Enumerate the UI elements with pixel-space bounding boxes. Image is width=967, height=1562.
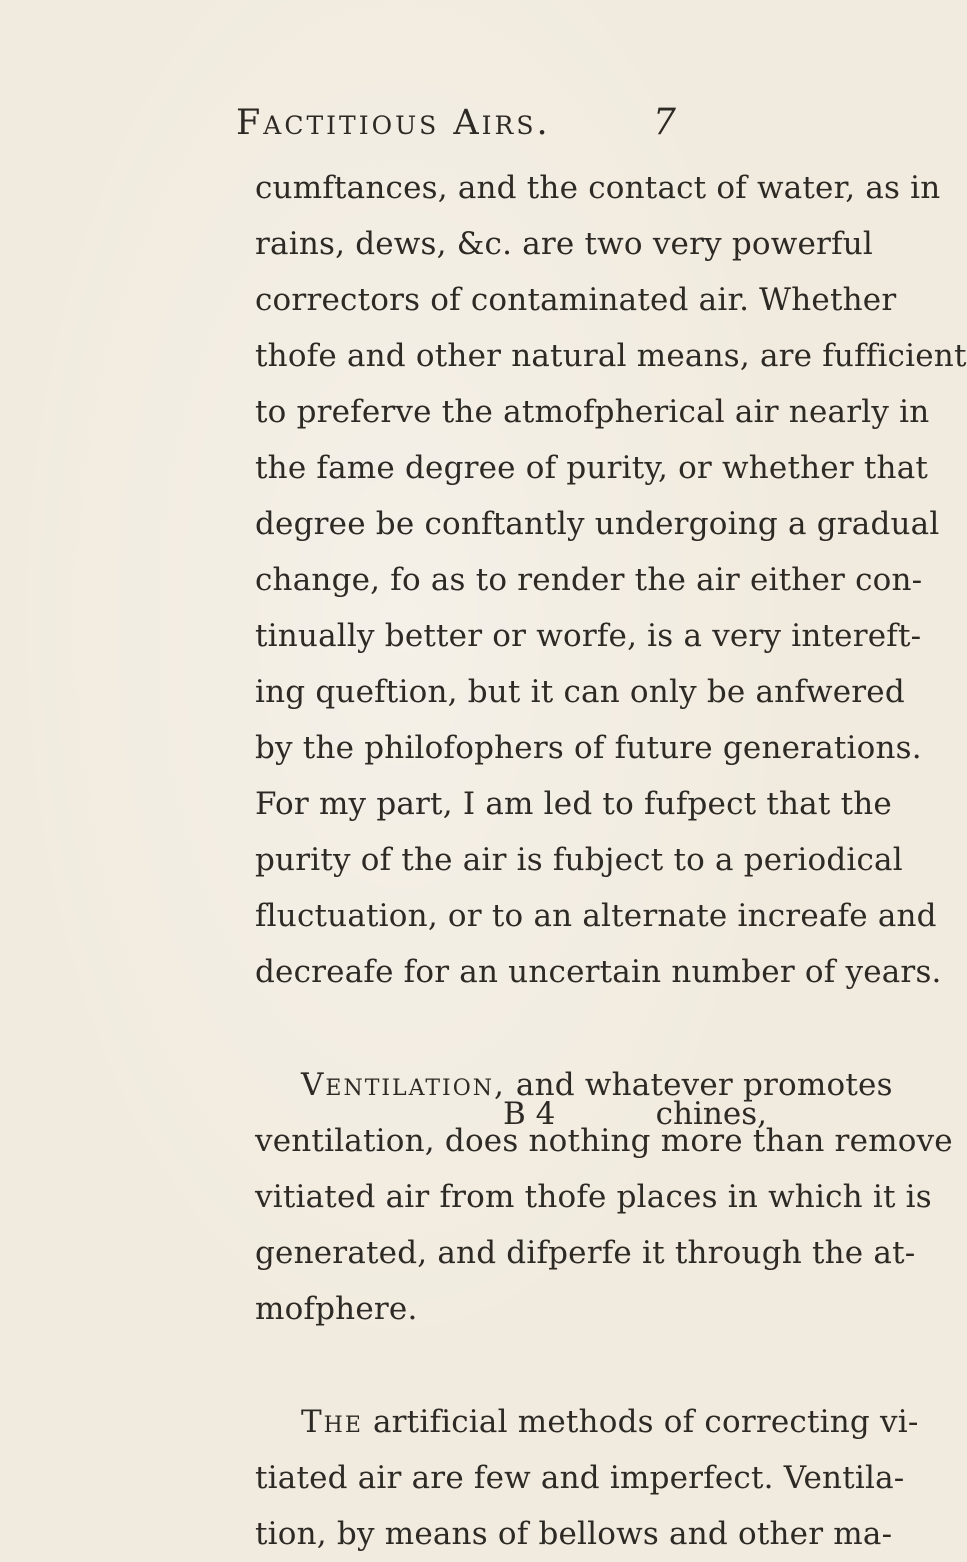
- paragraph-lead: The: [301, 1404, 363, 1440]
- text-line: [255, 1394, 919, 1450]
- paragraph-gap: [255, 1000, 767, 1057]
- text-line: fluctuation, or to an alternate increafe and: [255, 898, 937, 934]
- running-title: Factitious Airs.: [236, 103, 551, 143]
- page-number: 7: [653, 102, 676, 143]
- text-line: tinually better or worfe, is a very intereft-: [255, 618, 922, 654]
- text-line: rains, dews, &c. are two very powerful: [255, 226, 874, 262]
- text-line: to preferve the atmofpherical air nearly in: [255, 394, 930, 430]
- text-line: generated, and difperfe it through the at-: [255, 1235, 916, 1271]
- page-header: [0, 98, 800, 148]
- text-line: ventilation, does nothing more than remove: [255, 1123, 953, 1159]
- text-line: mofphere.: [255, 1291, 418, 1327]
- body-text: [255, 160, 967, 1562]
- text-line: vitiated air from thofe places in which it is: [255, 1179, 932, 1215]
- text-line: cumftances, and the contact of water, as in: [255, 170, 941, 206]
- text-line: tiated air are few and imperfect. Ventila-: [255, 1460, 905, 1496]
- text-line: ing queftion, but it can only be anfwered: [255, 674, 905, 710]
- paragraph-gap: [255, 1337, 767, 1394]
- text-line: the fame degree of purity, or whether that: [255, 450, 929, 486]
- paragraph-lead: Ventilation,: [301, 1067, 506, 1103]
- text-line: by the philofophers of future generations.: [255, 730, 922, 766]
- paragraph-1: [255, 160, 967, 1000]
- text-line: thofe and other natural means, are fufficient: [255, 338, 967, 374]
- text-fragment: artificial methods of correcting vi-: [362, 1404, 919, 1440]
- signature-mark: B 4: [503, 1096, 556, 1132]
- text-line: For my part, I am led to fufpect that the: [255, 786, 892, 822]
- text-fragment: and whatever promotes: [505, 1067, 893, 1103]
- paragraph-3: [255, 1394, 919, 1562]
- text-line: decreafe for an uncertain number of years.: [255, 954, 942, 990]
- text-line: change, fo as to render the air either con-: [255, 562, 923, 598]
- text-line: tion, by means of bellows and other ma-: [255, 1516, 893, 1552]
- text-line: purity of the air is fubject to a periodical: [255, 842, 903, 878]
- catchword: chines,: [655, 1096, 767, 1132]
- page-footer: [255, 1088, 767, 1140]
- text-line: degree be conftantly undergoing a gradual: [255, 506, 940, 542]
- text-line: correctors of contaminated air. Whether: [255, 282, 897, 318]
